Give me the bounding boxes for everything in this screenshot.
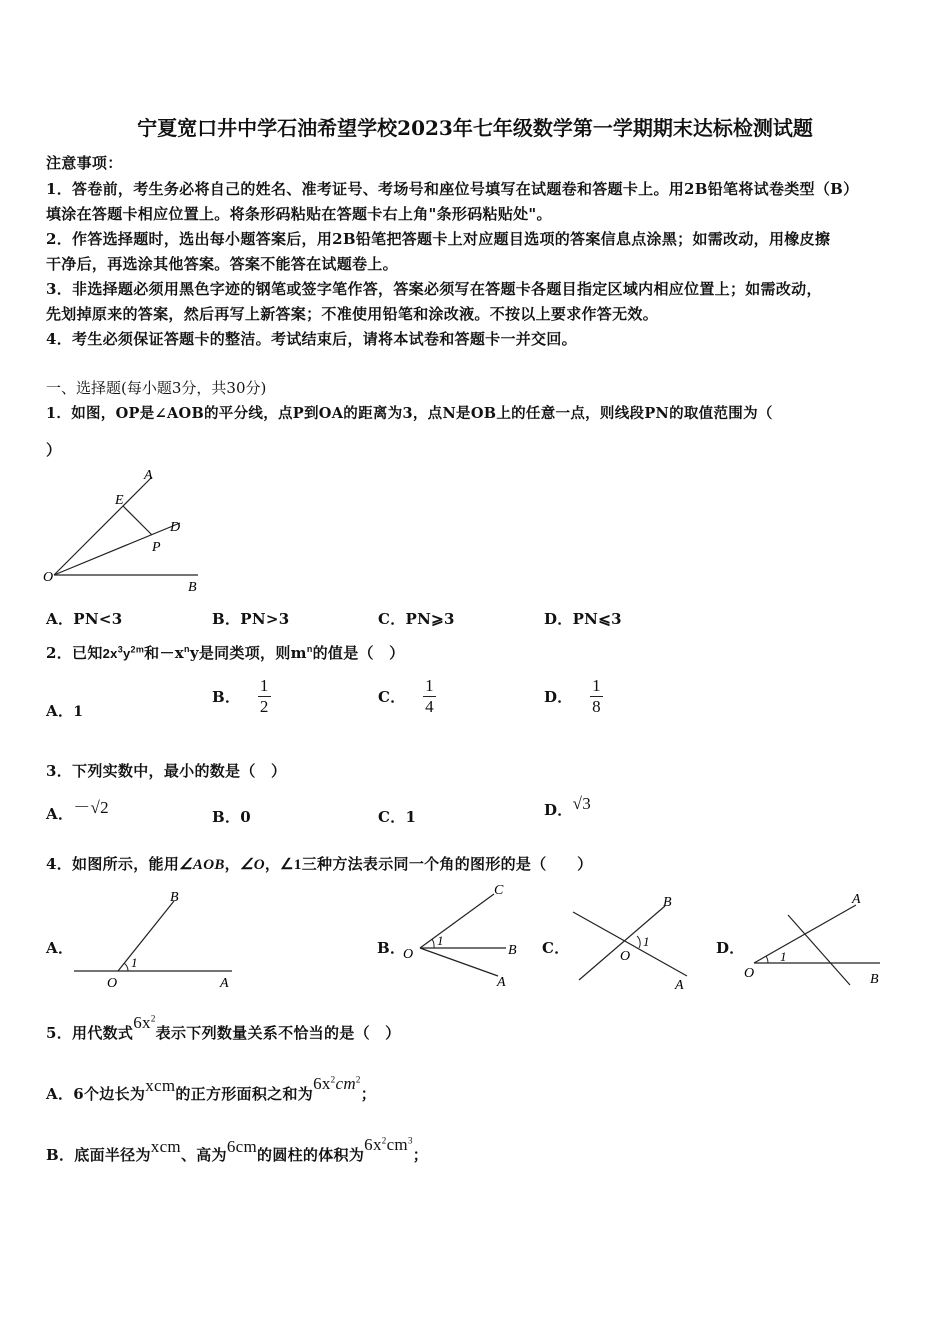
q1-label-b: B xyxy=(188,580,197,595)
q1-option-d: D．PN⩽3 xyxy=(544,610,622,628)
q5-expr: $6x^2$ xyxy=(133,1013,156,1032)
q4-figure-a xyxy=(70,885,240,990)
q4-option-b-label: B． xyxy=(377,939,406,957)
notes-line-7: 4．考生必须保证答题卡的整洁。考试结束后，请将本试卷和答题卡一并交回。 xyxy=(46,330,577,348)
q4d-label-1: 1 xyxy=(780,949,787,964)
q4-figure-d xyxy=(740,885,890,995)
q1-option-b: B．PN>3 xyxy=(212,610,290,628)
q4-option-c-label: C． xyxy=(542,939,570,957)
notes-line-1: 1．答卷前，考生务必将自己的姓名、准考证号、考场号和座位号填写在试题卷和答题卡上。用2B铅笔将试卷类型（B） xyxy=(46,180,859,198)
q4c-label-o: O xyxy=(620,949,631,964)
q2-pre: 2．已知 xyxy=(46,644,103,662)
q1-ray-oa xyxy=(54,477,152,575)
q3-option-a: A．－√2 xyxy=(46,798,109,823)
q4c-label-b: B xyxy=(663,895,672,910)
q4b-label-1: 1 xyxy=(437,933,444,948)
q2-option-c: C． $\frac{1}{4}$ xyxy=(378,676,434,716)
q1-label-p: P xyxy=(152,540,161,555)
q4-figure-b xyxy=(400,878,530,993)
q1-label-e: E xyxy=(115,493,124,508)
page-title: 宁夏宽口井中学石油希望学校2023年七年级数学第一学期期末达标检测试题 xyxy=(137,116,813,140)
q1-stem-end: ） xyxy=(46,441,62,459)
q4-option-a-label: A． xyxy=(46,939,74,957)
notes-line-6: 先划掉原来的答案，然后再写上新答案；不准使用铅笔和涂改液。不按以上要求作答无效。 xyxy=(46,305,659,323)
q4b-label-a: A xyxy=(497,975,506,990)
q1-option-c: C．PN⩾3 xyxy=(378,610,455,628)
q1-stem: 1．如图，OP是∠AOB的平分线，点P到OA的距离为3，点N是OB上的任意一点，则线段PN的取值范围为（ xyxy=(46,405,773,422)
q5-option-b: B．底面半径为xcm、高为6cm的圆柱的体积为$6x^2cm^3$； xyxy=(46,1135,429,1164)
notes-line-3: 2．作答选择题时，选出每小题答案后，用2B铅笔把答题卡上对应题目选项的答案信息点涂黑；如需改动，用橡皮擦 xyxy=(46,230,831,248)
q1-ray-od xyxy=(54,523,180,575)
q4d-label-b: B xyxy=(870,972,879,987)
q2-expr2-tail: y是同类项，则m xyxy=(189,644,307,662)
q4a-label-1: 1 xyxy=(131,955,138,970)
q4b-label-c: C xyxy=(494,883,504,898)
q1-label-d: D xyxy=(170,520,181,535)
section-heading: 一、选择题(每小题3分，共30分) xyxy=(46,379,267,397)
q4-option-d-label: D． xyxy=(716,939,745,957)
q4b-label-o: O xyxy=(403,947,414,962)
notes-line-4: 干净后，再选涂其他答案。答案不能答在试题卷上。 xyxy=(46,255,398,273)
q4b-label-b: B xyxy=(508,943,517,958)
q3-stem: 3．下列实数中，最小的数是（ ） xyxy=(46,762,287,780)
q2-stem xyxy=(46,642,404,663)
q2-post: 的值是（ ） xyxy=(312,644,405,662)
notes-line-5: 3．非选择题必须用黑色字迹的钢笔或签字笔作答，答案必须写在答题卡各题目指定区域内相应位置上；如需改动， xyxy=(46,280,822,298)
q2-option-b: B． $\frac{1}{2}$ xyxy=(212,676,269,716)
q4c-label-a: A xyxy=(675,978,684,993)
q3-option-c: C．1 xyxy=(378,808,417,826)
q2-expr1: $2x^3y^{2m}$ xyxy=(102,644,145,661)
q4a-label-a: A xyxy=(220,976,229,990)
q2-expr3-sup: n xyxy=(306,644,313,654)
q1-option-a: A．PN<3 xyxy=(46,610,123,628)
q1-label-a: A xyxy=(144,468,153,483)
q5-option-a: A．6个边长为xcm的正方形面积之和为$6x^2cm^2$； xyxy=(46,1074,377,1103)
q4d-label-a: A xyxy=(852,892,861,907)
q4d-label-o: O xyxy=(744,966,755,981)
q4a-label-o: O xyxy=(107,976,118,990)
q4a-label-b: B xyxy=(170,890,179,905)
q2-mid: 和－x xyxy=(144,644,184,662)
notes-heading: 注意事项： xyxy=(46,154,123,172)
q3-option-b: B．0 xyxy=(212,808,252,826)
q2-expr2-sup: n xyxy=(184,644,190,654)
q1-figure xyxy=(40,465,220,600)
q4c-label-1: 1 xyxy=(643,934,650,949)
q2-option-a: A．1 xyxy=(46,702,84,720)
q4-figure-c xyxy=(565,890,695,1000)
notes-line-2: 填涂在答题卡相应位置上。将条形码粘贴在答题卡右上角"条形码粘贴处"。 xyxy=(46,205,552,223)
q1-segment-pe xyxy=(123,506,152,535)
q1-label-o: O xyxy=(43,570,54,585)
q4-stem: 4．如图所示，能用∠AOB，∠O，∠1三种方法表示同一个角的图形的是（ ） xyxy=(46,855,593,873)
q5-stem: 5．用代数式$6x^2$表示下列数量关系不恰当的是（ ） xyxy=(46,1013,401,1042)
q3-option-d: D．√3 xyxy=(544,794,592,819)
q2-option-d: D． $\frac{1}{8}$ xyxy=(544,676,601,716)
